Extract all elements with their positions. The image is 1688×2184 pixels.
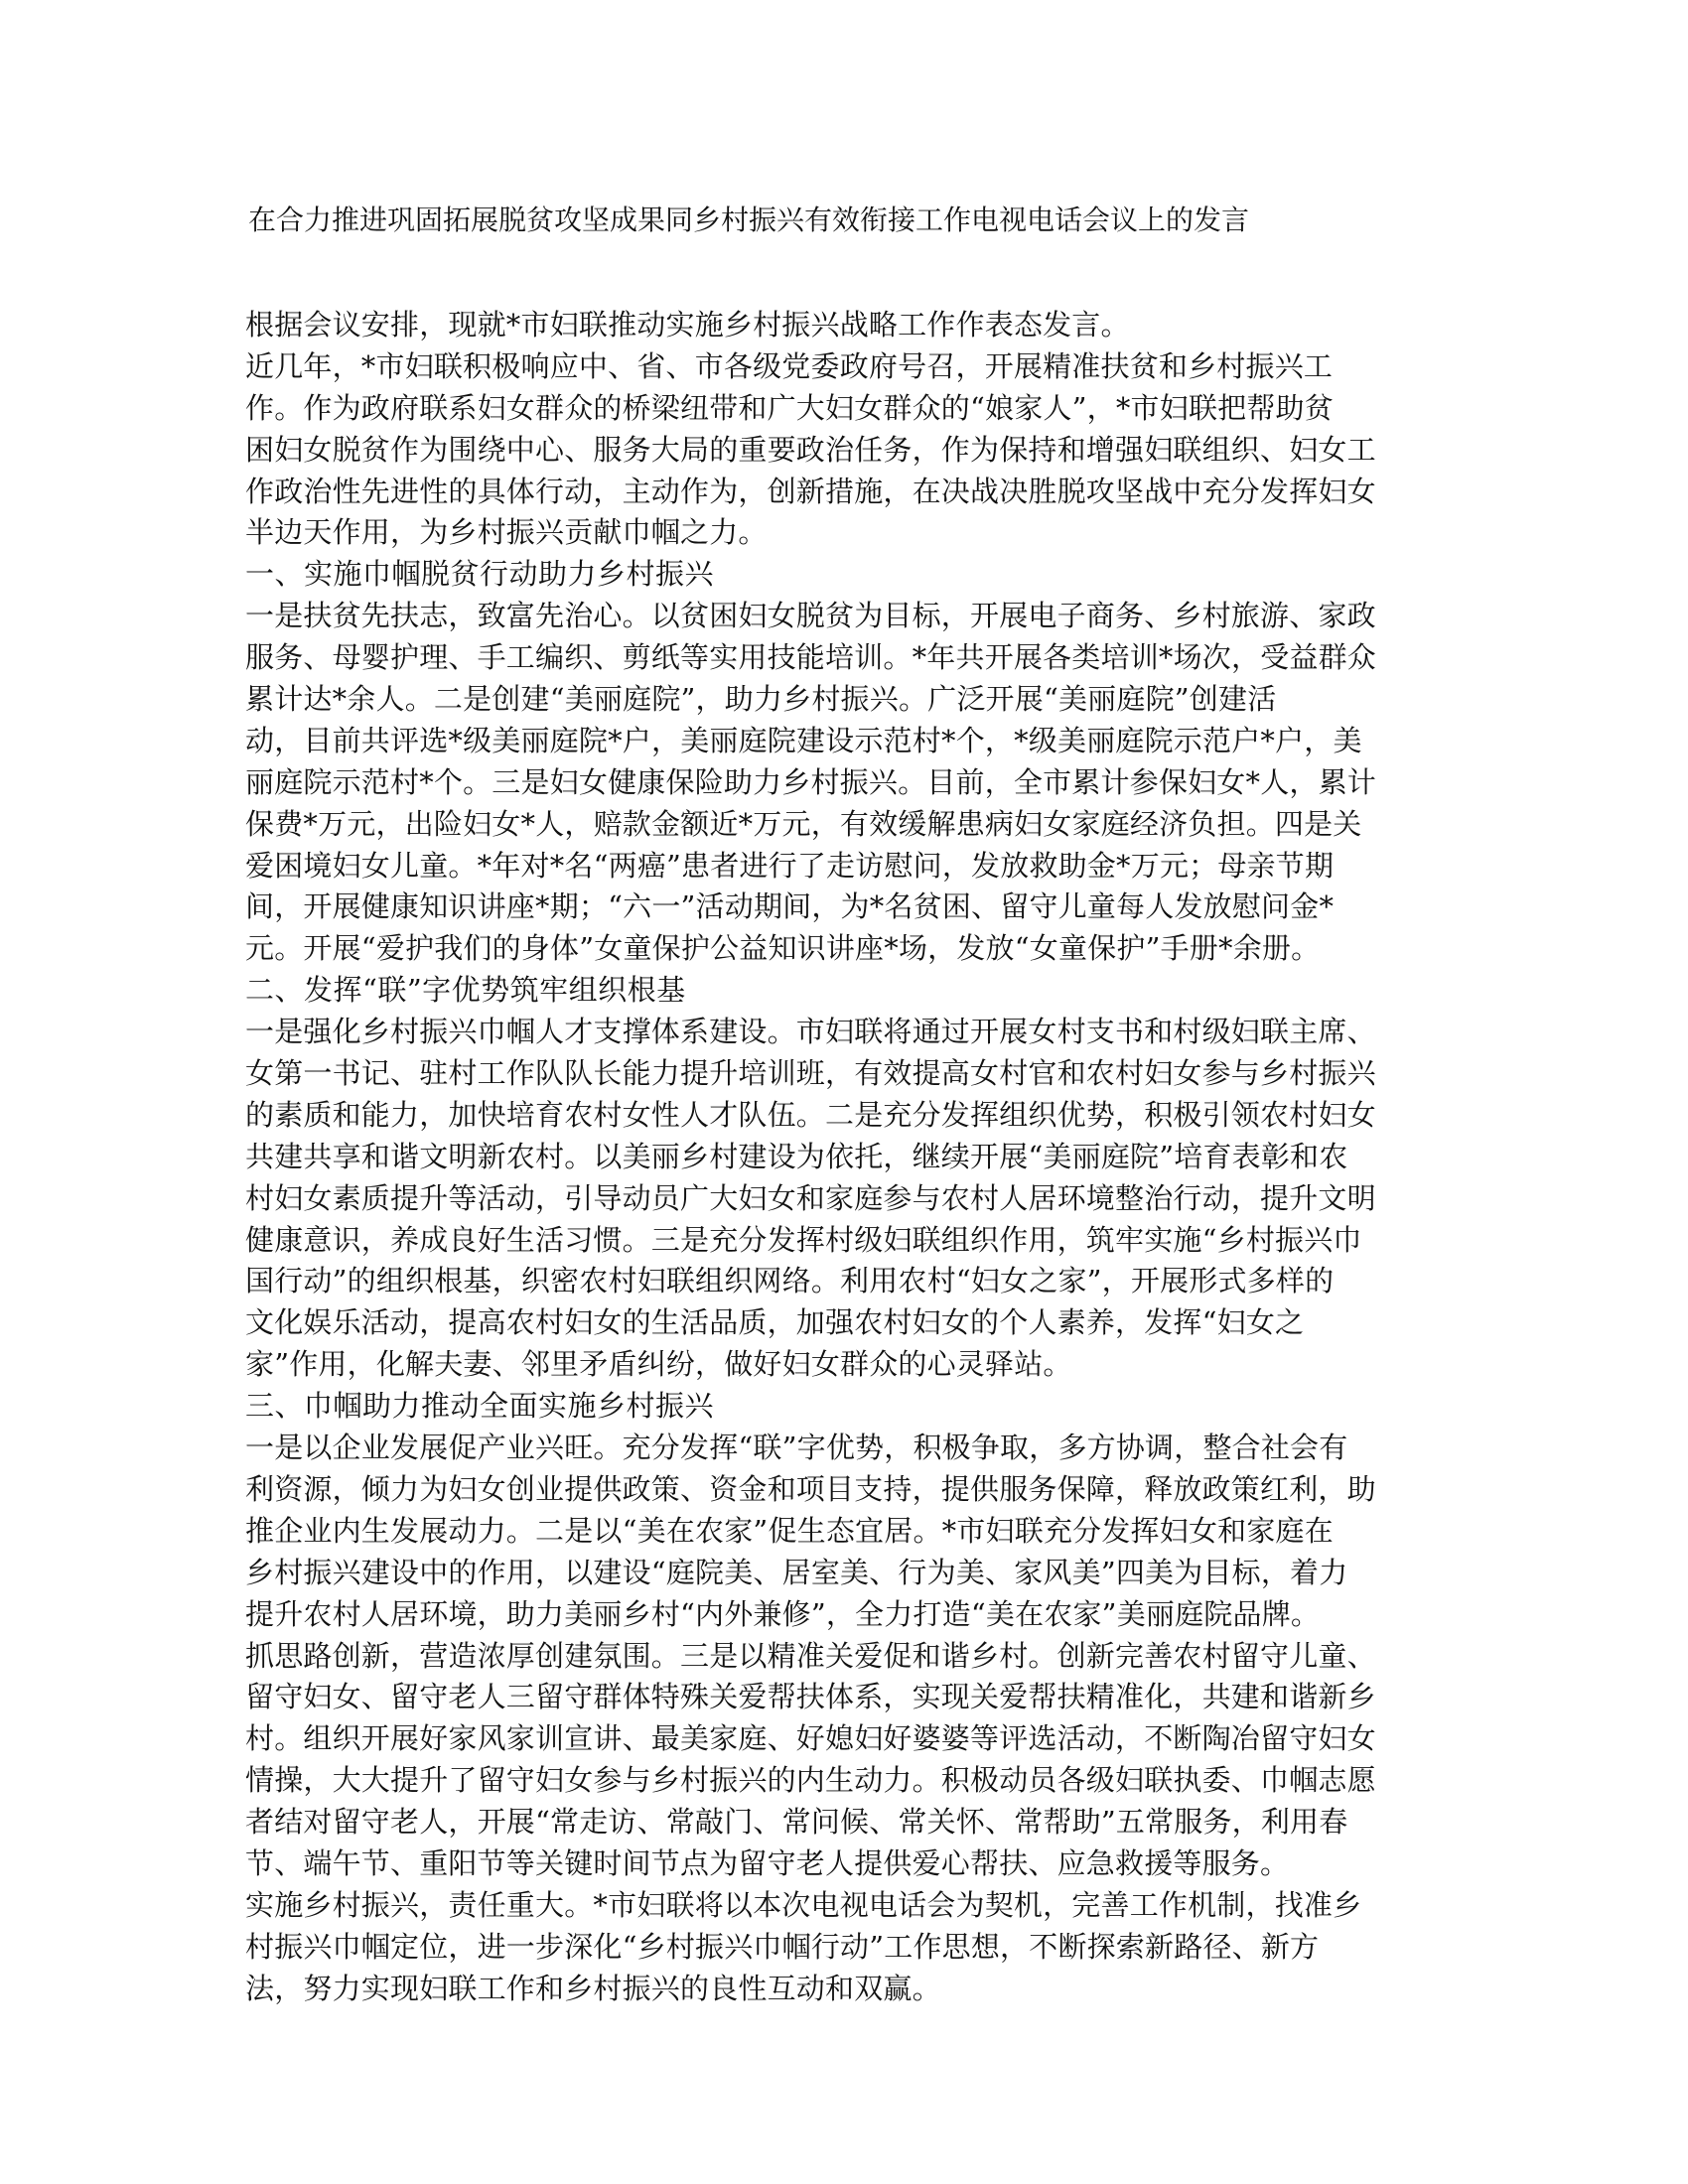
body-line: 根据会议安排，现就*市妇联推动实施乡村振兴战略工作作表态发言。 <box>245 308 1130 341</box>
body-line: 村妇女素质提升等活动，引导动员广大妇女和家庭参与农村人居环境整治行动，提升文明 <box>245 1180 1376 1215</box>
section-heading-1: 一、实施巾帼脱贫行动助力乡村振兴 <box>245 557 715 592</box>
body-line: 元。开展“爱护我们的身体”女童保护公益知识讲座*场，发放“女童保护”手册*余册。 <box>245 931 1321 966</box>
body-line: 抓思路创新，营造浓厚创建氛围。三是以精准关爱促和谐乡村。创新完善农村留守儿童、 <box>245 1638 1376 1673</box>
body-line: 一是扶贫先扶志，致富先治心。以贫困妇女脱贫为目标，开展电子商务、乡村旅游、家政 <box>245 599 1376 633</box>
body-line: 节、端午节、重阳节等关键时间节点为留守老人提供爱心帮扶、应急救援等服务。 <box>245 1845 1290 1880</box>
body-line: 间，开展健康知识讲座*期；“六一”活动期间，为*名贫困、留守儿童每人发放慰问金* <box>245 889 1335 924</box>
body-line <box>245 2010 1417 2052</box>
body-line: 家”作用，化解夫妻、邻里矛盾纠纷，做好妇女群众的心灵驿站。 <box>245 1347 1072 1382</box>
body-line: 一是强化乡村振兴巾帼人才支撑体系建设。市妇联将通过开展女村支书和村级妇联主席、 <box>245 1015 1376 1049</box>
body-line: 提升农村人居环境，助力美丽乡村“内外兼修”，全力打造“美在农家”美丽庭院品牌。 <box>245 1596 1321 1631</box>
body-line: 女第一书记、驻村工作队队长能力提升培训班，有效提高女村官和农村妇女参与乡村振兴 <box>245 1056 1376 1091</box>
body-line: 村。组织开展好家风家训宣讲、最美家庭、好媳妇好婆婆等评选活动，不断陶冶留守妇女 <box>245 1721 1376 1756</box>
section-heading-2: 二、发挥“联”字优势筑牢组织根基 <box>245 973 686 1008</box>
body-line: 者结对留守老人，开展“常走访、常敲门、常问候、常关怀、常帮助”五常服务，利用春 <box>245 1805 1348 1840</box>
body-line: 的素质和能力，加快培育农村女性人才队伍。二是充分发挥组织优势，积极引领农村妇女 <box>245 1097 1376 1132</box>
document-title: 在合力推进巩固拓展脱贫攻坚成果同乡村振兴有效衔接工作电视电话会议上的发言 <box>248 204 1250 236</box>
body-line: 村振兴巾帼定位，进一步深化“乡村振兴巾帼行动”工作思想，不断探索新路径、新方 <box>245 1929 1320 1964</box>
body-line: 实施乡村振兴，责任重大。*市妇联将以本次电视电话会为契机，完善工作机制，找准乡 <box>245 1887 1362 1922</box>
body-line: 健康意识，养成良好生活习惯。三是充分发挥村级妇联组织作用，筑牢实施“乡村振兴巾 <box>245 1222 1362 1257</box>
section-heading-3: 三、巾帼助力推动全面实施乡村振兴 <box>245 1389 715 1424</box>
body-line: 保费*万元，出险妇女*人，赔款金额近*万元，有效缓解患病妇女家庭经济负担。四是关 <box>245 806 1362 841</box>
document-body <box>245 305 1417 2051</box>
body-line: 情操，大大提升了留守妇女参与乡村振兴的内生动力。积极动员各级妇联执委、巾帼志愿 <box>245 1763 1376 1798</box>
body-line: 丽庭院示范村*个。三是妇女健康保险助力乡村振兴。目前，全市累计参保妇女*人，累计 <box>245 764 1377 799</box>
body-line: 累计达*余人。二是创建“美丽庭院”，助力乡村振兴。广泛开展“美丽庭院”创建活 <box>245 682 1277 717</box>
body-line: 一是以企业发展促产业兴旺。充分发挥“联”字优势，积极争取，多方协调，整合社会有 <box>245 1431 1348 1465</box>
body-line: 文化娱乐活动，提高农村妇女的生活品质，加强农村妇女的个人素养，发挥“妇女之 <box>245 1305 1305 1340</box>
body-line: 国行动”的组织根基，织密农村妇联组织网络。利用农村“妇女之家”，开展形式多样的 <box>245 1264 1335 1298</box>
body-line: 乡村振兴建设中的作用，以建设“庭院美、居室美、行为美、家风美”四美为目标，着力 <box>245 1555 1348 1589</box>
body-line: 作。作为政府联系妇女群众的桥梁纽带和广大妇女群众的“娘家人”，*市妇联把帮助贫 <box>245 390 1334 425</box>
body-line: 共建共享和谐文明新农村。以美丽乡村建设为依托，继续开展“美丽庭院”培育表彰和农 <box>245 1139 1348 1173</box>
body-line: 爱困境妇女儿童。*年对*名“两癌”患者进行了走访慰问，发放救助金*万元；母亲节期 <box>245 848 1335 883</box>
body-line: 半边天作用，为乡村振兴贡献巾帼之力。 <box>245 515 768 550</box>
body-line: 近几年，*市妇联积极响应中、省、市各级党委政府号召，开展精准扶贫和乡村振兴工 <box>245 348 1334 383</box>
body-line: 法，努力实现妇联工作和乡村振兴的良性互动和双赢。 <box>245 1971 941 2005</box>
body-line: 服务、母婴护理、手工编织、剪纸等实用技能培训。*年共开展各类培训*场次，受益群众 <box>245 640 1377 675</box>
body-line: 推企业内生发展动力。二是以“美在农家”促生态宜居。*市妇联充分发挥妇女和家庭在 <box>245 1513 1334 1548</box>
body-line: 作政治性先进性的具体行动，主动作为，创新措施，在决战决胜脱攻坚战中充分发挥妇女 <box>245 474 1376 508</box>
body-line: 困妇女脱贫作为围绕中心、服务大局的重要政治任务，作为保持和增强妇联组织、妇女工 <box>245 432 1376 467</box>
body-line: 动，目前共评选*级美丽庭院*户，美丽庭院建设示范村*个，*级美丽庭院示范户*户，美 <box>245 723 1362 757</box>
body-line: 利资源，倾力为妇女创业提供政策、资金和项目支持，提供服务保障，释放政策红利，助 <box>245 1471 1376 1506</box>
body-line: 留守妇女、留守老人三留守群体特殊关爱帮扶体系，实现关爱帮扶精准化，共建和谐新乡 <box>245 1680 1376 1714</box>
